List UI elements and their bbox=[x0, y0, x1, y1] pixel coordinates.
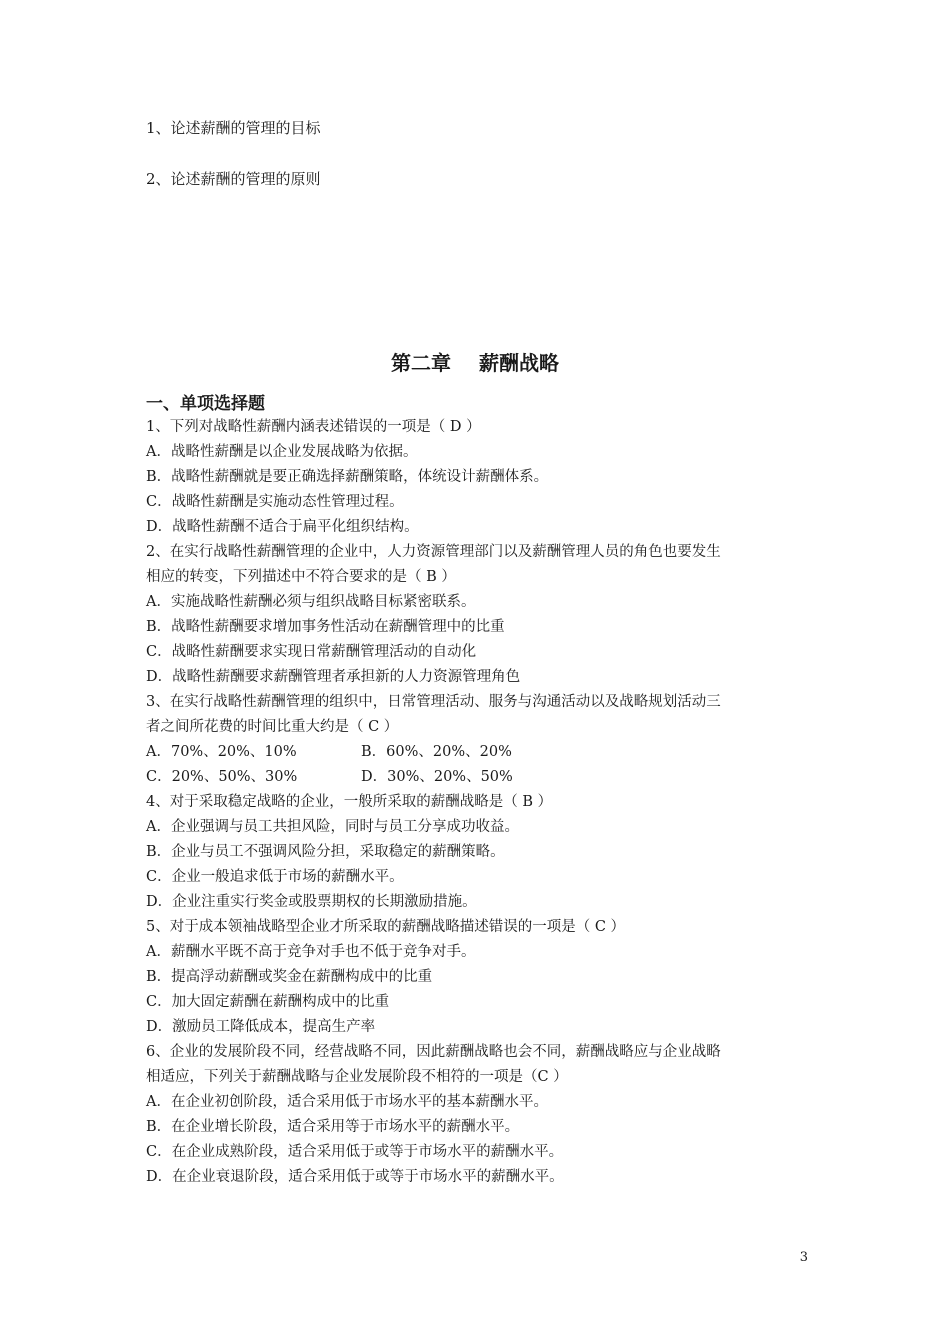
option: A．70%、20%、10% bbox=[146, 744, 297, 760]
option: D．企业注重实行奖金或股票期权的长期激励措施。 bbox=[146, 894, 477, 910]
option: B．60%、20%、20% bbox=[361, 744, 512, 760]
option-row bbox=[146, 765, 816, 790]
chapter-title bbox=[0, 347, 950, 376]
question-stem: 5、对于成本领袖战略型企业才所采取的薪酬战略描述错误的一项是（ C ） bbox=[146, 919, 626, 935]
option: B．战略性薪酬就是要正确选择薪酬策略，体统设计薪酬体系。 bbox=[146, 469, 549, 485]
option: A．实施战略性薪酬必须与组织战略目标紧密联系。 bbox=[146, 594, 476, 610]
option: B．在企业增长阶段，适合采用等于市场水平的薪酬水平。 bbox=[146, 1119, 520, 1135]
option: C．战略性薪酬要求实现日常薪酬管理活动的自动化 bbox=[146, 644, 477, 660]
option: B．提高浮动薪酬或奖金在薪酬构成中的比重 bbox=[146, 969, 433, 985]
question-stem: 6、企业的发展阶段不同，经营战略不同，因此薪酬战略也会不同，薪酬战略应与企业战略 bbox=[146, 1044, 721, 1060]
question-stem: 2、在实行战略性薪酬管理的企业中，人力资源管理部门以及薪酬管理人员的角色也要发生 bbox=[146, 544, 721, 560]
option: D．30%、20%、50% bbox=[361, 769, 513, 785]
question-stem: 1、下列对战略性薪酬内涵表述错误的一项是（ D ） bbox=[146, 419, 481, 435]
option: D．战略性薪酬要求薪酬管理者承担新的人力资源管理角色 bbox=[146, 669, 521, 685]
option: A．薪酬水平既不高于竞争对手也不低于竞争对手。 bbox=[146, 944, 476, 960]
question-stem: 4、对于采取稳定战略的企业，一般所采取的薪酬战略是（ B ） bbox=[146, 794, 553, 810]
option: D．战略性薪酬不适合于扁平化组织结构。 bbox=[146, 519, 419, 535]
chapter-name: 薪酬战略 bbox=[479, 351, 559, 375]
option: C．20%、50%、30% bbox=[146, 769, 298, 785]
option: A．战略性薪酬是以企业发展战略为依据。 bbox=[146, 444, 418, 460]
question-stem-continued: 者之间所花费的时间比重大约是（ C ） bbox=[146, 719, 399, 735]
question-list bbox=[146, 415, 816, 1190]
option: C．战略性薪酬是实施动态性管理过程。 bbox=[146, 494, 404, 510]
question-stem-continued: 相应的转变，下列描述中不符合要求的是（ B ） bbox=[146, 569, 456, 585]
option: B．战略性薪酬要求增加事务性活动在薪酬管理中的比重 bbox=[146, 619, 505, 635]
question-stem: 3、在实行战略性薪酬管理的组织中，日常管理活动、服务与沟通活动以及战略规划活动三 bbox=[146, 694, 721, 710]
option: C．在企业成熟阶段，适合采用低于或等于市场水平的薪酬水平。 bbox=[146, 1144, 564, 1160]
section-heading: 一、单项选择题 bbox=[146, 394, 265, 414]
option: A．在企业初创阶段，适合采用低于市场水平的基本薪酬水平。 bbox=[146, 1094, 548, 1110]
question-stem-continued: 相适应，下列关于薪酬战略与企业发展阶段不相符的一项是（C ） bbox=[146, 1069, 568, 1085]
option-row bbox=[146, 740, 816, 765]
option: A．企业强调与员工共担风险，同时与员工分享成功收益。 bbox=[146, 819, 519, 835]
chapter-number: 第二章 bbox=[391, 351, 451, 375]
option: C．加大固定薪酬在薪酬构成中的比重 bbox=[146, 994, 390, 1010]
essay-question-1: 1、论述薪酬的管理的目标 bbox=[146, 119, 321, 137]
option: D．激励员工降低成本，提高生产率 bbox=[146, 1019, 376, 1035]
page-number: 3 bbox=[799, 1250, 808, 1265]
option: B．企业与员工不强调风险分担，采取稳定的薪酬策略。 bbox=[146, 844, 505, 860]
option: C．企业一般追求低于市场的薪酬水平。 bbox=[146, 869, 404, 885]
option: D．在企业衰退阶段，适合采用低于或等于市场水平的薪酬水平。 bbox=[146, 1169, 564, 1185]
essay-question-2: 2、论述薪酬的管理的原则 bbox=[146, 170, 321, 188]
